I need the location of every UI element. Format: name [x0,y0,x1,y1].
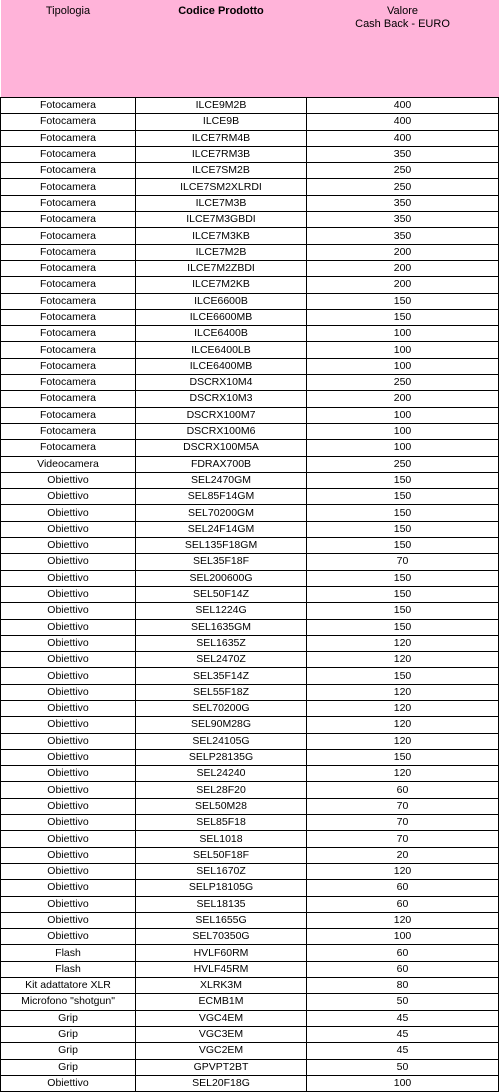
cell-valore: 150 [307,570,499,586]
cell-valore: 400 [307,130,499,146]
cell-valore: 100 [307,326,499,342]
cell-valore: 70 [307,798,499,814]
cell-codice-prodotto: ILCE7M2KB [136,277,307,293]
cell-valore: 45 [307,1043,499,1059]
cell-tipologia: Grip [1,1026,136,1042]
cell-tipologia: Obiettivo [1,749,136,765]
cell-tipologia: Obiettivo [1,521,136,537]
cell-tipologia: Fotocamera [1,440,136,456]
cell-codice-prodotto: SEL1670Z [136,863,307,879]
cell-valore: 100 [307,423,499,439]
cell-valore: 60 [307,880,499,896]
cell-valore: 350 [307,146,499,162]
cell-valore: 120 [307,766,499,782]
cell-codice-prodotto: ILCE7M2ZBDI [136,260,307,276]
cell-valore: 120 [307,635,499,651]
table-row [1,130,499,146]
cell-valore: 150 [307,749,499,765]
cell-valore: 120 [307,912,499,928]
table-row [1,1059,499,1075]
table-row [1,244,499,260]
header-valore-line1: Valore [387,5,418,17]
cell-valore: 150 [307,293,499,309]
table-row [1,700,499,716]
table-row [1,619,499,635]
cell-codice-prodotto: SEL24240 [136,766,307,782]
cell-codice-prodotto: SEL18135 [136,896,307,912]
cell-codice-prodotto: VGC2EM [136,1043,307,1059]
table-header [1,0,499,98]
cell-valore: 120 [307,684,499,700]
table-row [1,521,499,537]
cell-tipologia: Fotocamera [1,260,136,276]
cell-valore: 120 [307,717,499,733]
cell-codice-prodotto: ILCE6400LB [136,342,307,358]
cell-valore: 120 [307,733,499,749]
cell-tipologia: Obiettivo [1,831,136,847]
table-row [1,1010,499,1026]
cell-valore: 400 [307,114,499,130]
cell-tipologia: Obiettivo [1,929,136,945]
cell-codice-prodotto: DSCRX100M7 [136,407,307,423]
table-row [1,375,499,391]
cell-codice-prodotto: ILCE7SM2XLRDI [136,179,307,195]
cell-valore: 45 [307,1010,499,1026]
cell-valore: 60 [307,896,499,912]
cell-codice-prodotto: SEL90M28G [136,717,307,733]
cell-tipologia: Fotocamera [1,228,136,244]
cell-codice-prodotto: DSCRX10M4 [136,375,307,391]
cell-tipologia: Obiettivo [1,782,136,798]
header-row [1,0,499,98]
table-row [1,733,499,749]
cell-valore: 100 [307,440,499,456]
cell-tipologia: Grip [1,1059,136,1075]
cell-tipologia: Obiettivo [1,717,136,733]
table-row [1,407,499,423]
cell-valore: 45 [307,1026,499,1042]
cell-tipologia: Fotocamera [1,179,136,195]
cell-codice-prodotto: ILCE9B [136,114,307,130]
cell-valore: 100 [307,342,499,358]
table-row [1,146,499,162]
cell-codice-prodotto: ILCE7RM4B [136,130,307,146]
cell-codice-prodotto: HVLF60RM [136,945,307,961]
cell-valore: 400 [307,98,499,114]
cell-valore: 150 [307,586,499,602]
cell-tipologia: Videocamera [1,456,136,472]
table-row [1,798,499,814]
cell-valore: 100 [307,407,499,423]
cell-tipologia: Fotocamera [1,293,136,309]
cell-codice-prodotto: ILCE7SM2B [136,163,307,179]
table-row [1,831,499,847]
cell-tipologia: Fotocamera [1,130,136,146]
table-row [1,1026,499,1042]
table-row [1,961,499,977]
cell-codice-prodotto: SEL1018 [136,831,307,847]
cell-tipologia: Fotocamera [1,114,136,130]
cell-codice-prodotto: SEL70200GM [136,505,307,521]
table-row [1,586,499,602]
table-row [1,896,499,912]
cell-valore: 100 [307,358,499,374]
cell-codice-prodotto: SEL28F20 [136,782,307,798]
cell-codice-prodotto: ILCE7M3B [136,195,307,211]
cell-codice-prodotto: DSCRX10M3 [136,391,307,407]
cell-codice-prodotto: SEL85F18 [136,815,307,831]
cell-tipologia: Fotocamera [1,309,136,325]
table-row [1,929,499,945]
table-row [1,603,499,619]
cell-tipologia: Fotocamera [1,407,136,423]
table-row [1,978,499,994]
cell-tipologia: Obiettivo [1,1075,136,1091]
cell-valore: 60 [307,961,499,977]
cell-tipologia: Obiettivo [1,635,136,651]
cell-valore: 150 [307,309,499,325]
cell-valore: 200 [307,391,499,407]
table-row [1,815,499,831]
cell-valore: 120 [307,863,499,879]
cell-valore: 250 [307,456,499,472]
cell-valore: 200 [307,244,499,260]
cell-tipologia: Microfono "shotgun" [1,994,136,1010]
table-row [1,472,499,488]
table-row [1,179,499,195]
cell-tipologia: Fotocamera [1,423,136,439]
cell-codice-prodotto: GPVPT2BT [136,1059,307,1075]
cell-valore: 150 [307,668,499,684]
cell-tipologia: Obiettivo [1,489,136,505]
cell-codice-prodotto: DSCRX100M6 [136,423,307,439]
cell-codice-prodotto: ILCE7RM3B [136,146,307,162]
cell-tipologia: Obiettivo [1,586,136,602]
cell-valore: 350 [307,212,499,228]
cell-tipologia: Obiettivo [1,472,136,488]
table-row [1,945,499,961]
table-row [1,456,499,472]
cell-codice-prodotto: SEL35F18F [136,554,307,570]
table-row [1,423,499,439]
cell-codice-prodotto: ILCE7M2B [136,244,307,260]
cell-codice-prodotto: ILCE6600B [136,293,307,309]
cell-valore: 150 [307,538,499,554]
cell-codice-prodotto: ILCE7M3KB [136,228,307,244]
cell-codice-prodotto: SEL1635Z [136,635,307,651]
table-row [1,684,499,700]
cell-tipologia: Grip [1,1043,136,1059]
cell-tipologia: Flash [1,961,136,977]
cell-codice-prodotto: SEL1655G [136,912,307,928]
table-row [1,1043,499,1059]
cell-valore: 50 [307,1059,499,1075]
cell-valore: 150 [307,505,499,521]
cell-tipologia: Fotocamera [1,375,136,391]
cell-tipologia: Obiettivo [1,766,136,782]
cell-valore: 80 [307,978,499,994]
table-row [1,570,499,586]
cell-codice-prodotto: SEL2470Z [136,652,307,668]
cell-valore: 100 [307,929,499,945]
cell-tipologia: Fotocamera [1,326,136,342]
cell-codice-prodotto: SEL135F18GM [136,538,307,554]
cell-codice-prodotto: SELP28135G [136,749,307,765]
cell-codice-prodotto: SEL70200G [136,700,307,716]
table-row [1,847,499,863]
table-row [1,880,499,896]
cell-tipologia: Obiettivo [1,505,136,521]
cell-valore: 70 [307,831,499,847]
cell-tipologia: Obiettivo [1,652,136,668]
cell-codice-prodotto: DSCRX100M5A [136,440,307,456]
cell-valore: 100 [307,1075,499,1091]
cell-codice-prodotto: SELP18105G [136,880,307,896]
cell-tipologia: Kit adattatore XLR [1,978,136,994]
cell-tipologia: Obiettivo [1,684,136,700]
cell-tipologia: Fotocamera [1,195,136,211]
cell-valore: 120 [307,652,499,668]
cell-valore: 60 [307,945,499,961]
cell-tipologia: Fotocamera [1,342,136,358]
cell-valore: 150 [307,489,499,505]
cell-valore: 350 [307,228,499,244]
cell-tipologia: Obiettivo [1,863,136,879]
header-codice-prodotto: Codice Prodotto [136,0,307,98]
table-row [1,863,499,879]
cell-tipologia: Obiettivo [1,896,136,912]
cell-codice-prodotto: SEL85F14GM [136,489,307,505]
table-row [1,994,499,1010]
cell-codice-prodotto: SEL200600G [136,570,307,586]
cell-valore: 200 [307,260,499,276]
cell-codice-prodotto: SEL20F18G [136,1075,307,1091]
cell-codice-prodotto: SEL50F14Z [136,586,307,602]
table-row [1,652,499,668]
table-row [1,277,499,293]
cell-tipologia: Obiettivo [1,603,136,619]
cell-tipologia: Obiettivo [1,798,136,814]
cell-codice-prodotto: ILCE6400B [136,326,307,342]
cell-tipologia: Fotocamera [1,358,136,374]
cell-tipologia: Obiettivo [1,554,136,570]
cell-tipologia: Fotocamera [1,212,136,228]
cell-tipologia: Obiettivo [1,912,136,928]
cell-codice-prodotto: SEL2470GM [136,472,307,488]
cell-tipologia: Flash [1,945,136,961]
cell-codice-prodotto: SEL35F14Z [136,668,307,684]
cell-valore: 250 [307,179,499,195]
cell-codice-prodotto: VGC4EM [136,1010,307,1026]
cell-codice-prodotto: SEL24F14GM [136,521,307,537]
cell-codice-prodotto: SEL1224G [136,603,307,619]
header-valore-cashback [307,0,499,98]
table-row [1,554,499,570]
cell-valore: 250 [307,375,499,391]
table-row [1,163,499,179]
cell-valore: 50 [307,994,499,1010]
table-row [1,635,499,651]
cell-valore: 250 [307,163,499,179]
cell-valore: 350 [307,195,499,211]
table-row [1,440,499,456]
table-row [1,717,499,733]
table-row [1,766,499,782]
cell-codice-prodotto: ECMB1M [136,994,307,1010]
cell-tipologia: Obiettivo [1,570,136,586]
table-row [1,749,499,765]
cell-codice-prodotto: ILCE6600MB [136,309,307,325]
cell-tipologia: Obiettivo [1,668,136,684]
cell-codice-prodotto: SEL70350G [136,929,307,945]
table-row [1,358,499,374]
cell-tipologia: Grip [1,1010,136,1026]
cell-tipologia: Fotocamera [1,163,136,179]
cell-codice-prodotto: SEL50F18F [136,847,307,863]
table-row [1,326,499,342]
cell-tipologia: Obiettivo [1,733,136,749]
cell-tipologia: Obiettivo [1,619,136,635]
cell-codice-prodotto: ILCE9M2B [136,98,307,114]
table-row [1,489,499,505]
table-row [1,912,499,928]
cell-valore: 60 [307,782,499,798]
table-row [1,668,499,684]
cell-codice-prodotto: SEL24105G [136,733,307,749]
cell-valore: 70 [307,554,499,570]
cell-valore: 70 [307,815,499,831]
table-row [1,293,499,309]
header-tipologia: Tipologia [1,0,136,98]
cell-tipologia: Obiettivo [1,880,136,896]
cell-tipologia: Fotocamera [1,244,136,260]
table-row [1,309,499,325]
table-row [1,212,499,228]
cell-tipologia: Obiettivo [1,700,136,716]
cell-codice-prodotto: FDRAX700B [136,456,307,472]
cell-tipologia: Fotocamera [1,391,136,407]
table-row [1,782,499,798]
cell-codice-prodotto: SEL1635GM [136,619,307,635]
cell-codice-prodotto: SEL50M28 [136,798,307,814]
table-row [1,505,499,521]
cell-tipologia: Obiettivo [1,847,136,863]
cell-codice-prodotto: VGC3EM [136,1026,307,1042]
table-row [1,1075,499,1091]
table-row [1,114,499,130]
cell-codice-prodotto: SEL55F18Z [136,684,307,700]
cell-valore: 120 [307,700,499,716]
cell-tipologia: Fotocamera [1,98,136,114]
cell-codice-prodotto: ILCE6400MB [136,358,307,374]
cell-valore: 20 [307,847,499,863]
cell-valore: 150 [307,472,499,488]
cell-tipologia: Obiettivo [1,538,136,554]
header-valore-line2: Cash Back - EURO [355,18,450,30]
table-row [1,342,499,358]
cell-valore: 150 [307,619,499,635]
cell-valore: 150 [307,603,499,619]
table-row [1,195,499,211]
table-row [1,98,499,114]
cell-valore: 200 [307,277,499,293]
cell-tipologia: Fotocamera [1,146,136,162]
cell-valore: 150 [307,521,499,537]
table-row [1,260,499,276]
cell-codice-prodotto: XLRK3M [136,978,307,994]
table-row [1,228,499,244]
cell-tipologia: Obiettivo [1,815,136,831]
table-row [1,391,499,407]
table-row [1,538,499,554]
cell-tipologia: Fotocamera [1,277,136,293]
cell-codice-prodotto: ILCE7M3GBDI [136,212,307,228]
cell-codice-prodotto: HVLF45RM [136,961,307,977]
table-body [1,98,499,1092]
